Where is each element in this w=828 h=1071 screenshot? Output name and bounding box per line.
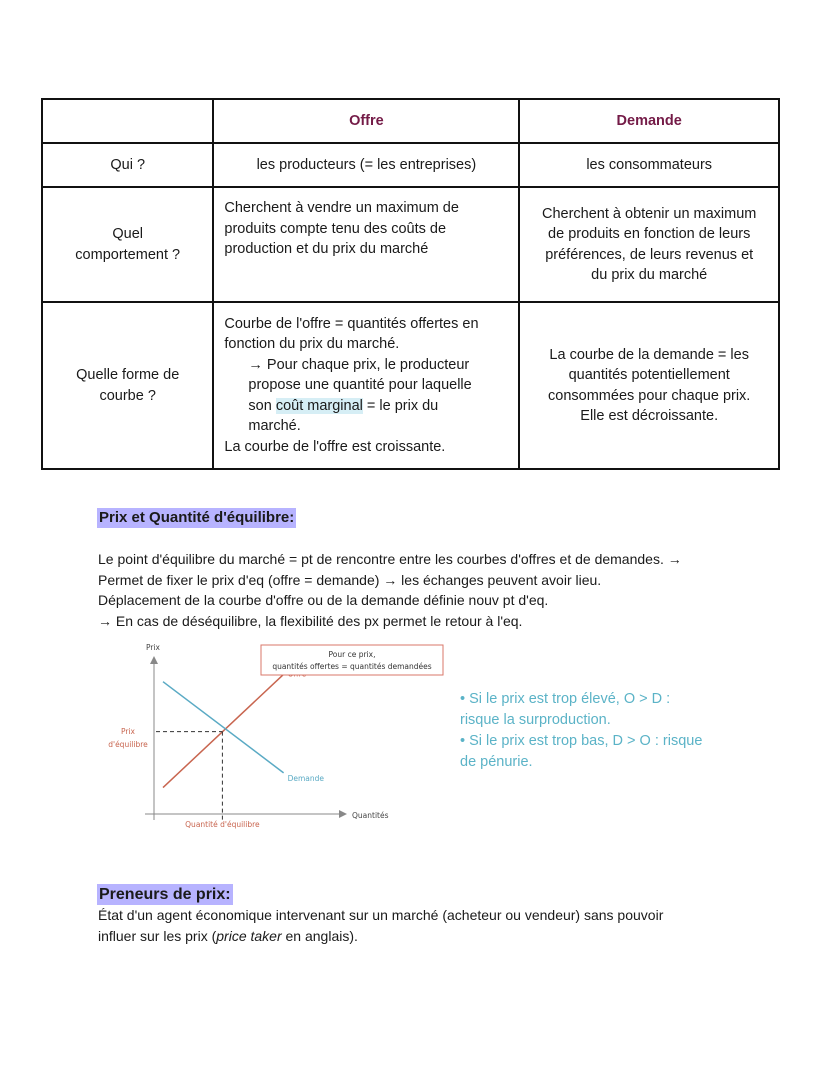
header-offre-label: Offre <box>349 112 384 129</box>
demande-cell: Cherchent à obtenir un maximum de produits en fonction de leurs préférences, de leurs revenus et du prix du marché <box>519 187 779 302</box>
offre-demande-table <box>41 98 780 470</box>
y-axis-label: Prix <box>146 643 160 652</box>
annotation-line-2: quantités offertes = quantités demandées <box>272 662 432 671</box>
price-taker-term: price taker <box>216 927 282 944</box>
demande-cell: les consommateurs <box>519 143 779 187</box>
header-demande-label: Demande <box>616 112 682 129</box>
section-heading-preneurs: Preneurs de prix: <box>99 886 231 903</box>
supply-demand-chart <box>98 637 448 832</box>
table-row <box>42 187 779 302</box>
preneurs-paragraph: État d'un agent économique intervenant sur un marché (acheteur ou vendeur) sans pouvoir influer sur les prix (price taker en anglais). <box>98 907 664 944</box>
header-offre-cell <box>213 99 519 143</box>
demande-cell: La courbe de la demande = les quantités potentiellement consommées pour chaque prix. Elle est décroissante. <box>519 302 779 469</box>
equilibrium-price-label-1: Prix <box>121 727 135 736</box>
equilibrium-quantity-label: Quantité d'équilibre <box>185 820 260 829</box>
disequilibrium-notes: • Si le prix est trop élevé, O > D : risque la surproduction. • Si le prix est trop bas, D > O : risque de pénurie. <box>460 691 703 770</box>
equilibrium-price-label-2: d'équilibre <box>108 740 148 749</box>
header-empty-cell <box>42 99 213 143</box>
x-axis-label: Quantités <box>352 811 389 820</box>
section-heading-equilibre: Prix et Quantité d'équilibre: <box>99 509 295 526</box>
table-row <box>42 302 779 469</box>
offre-curve <box>163 674 284 787</box>
row-label: Quelle forme de courbe ? <box>42 302 213 469</box>
row-label: Quel comportement ? <box>42 187 213 302</box>
highlighted-term: coût marginal <box>275 397 363 414</box>
table-header-row <box>42 99 779 143</box>
offre-cell: Cherchent à vendre un maximum de produits compte tenu des coûts de production et du prix du marché <box>213 187 519 302</box>
table-row <box>42 143 779 187</box>
header-demande-cell <box>519 99 779 143</box>
equilibre-paragraph: Le point d'équilibre du marché = pt de rencontre entre les courbes d'offres et de demandes. → Permet de fixer le prix d'eq (offre = demande) → les échanges peuvent avoir lieu. Déplacement de la courbe d'offre ou de la demande définie nouv pt d'eq. → En cas de déséquilibre, la flexibilité des px permet le retour à l'eq. <box>98 551 682 629</box>
offre-cell: Courbe de l'offre = quantités offertes en fonction du prix du marché. → Pour chaque prix, le producteur propose une quantité pour laquelle son coût marginal = le prix du marché. La courbe de l'offre est croissante. <box>213 302 519 469</box>
offre-cell: les producteurs (= les entreprises) <box>213 143 519 187</box>
annotation-line-1: Pour ce prix, <box>328 650 376 659</box>
demande-curve-label: Demande <box>287 773 325 783</box>
y-axis-arrow <box>150 656 158 664</box>
demande-curve <box>163 682 284 773</box>
x-axis-arrow <box>339 810 347 818</box>
row-label: Qui ? <box>42 143 213 187</box>
